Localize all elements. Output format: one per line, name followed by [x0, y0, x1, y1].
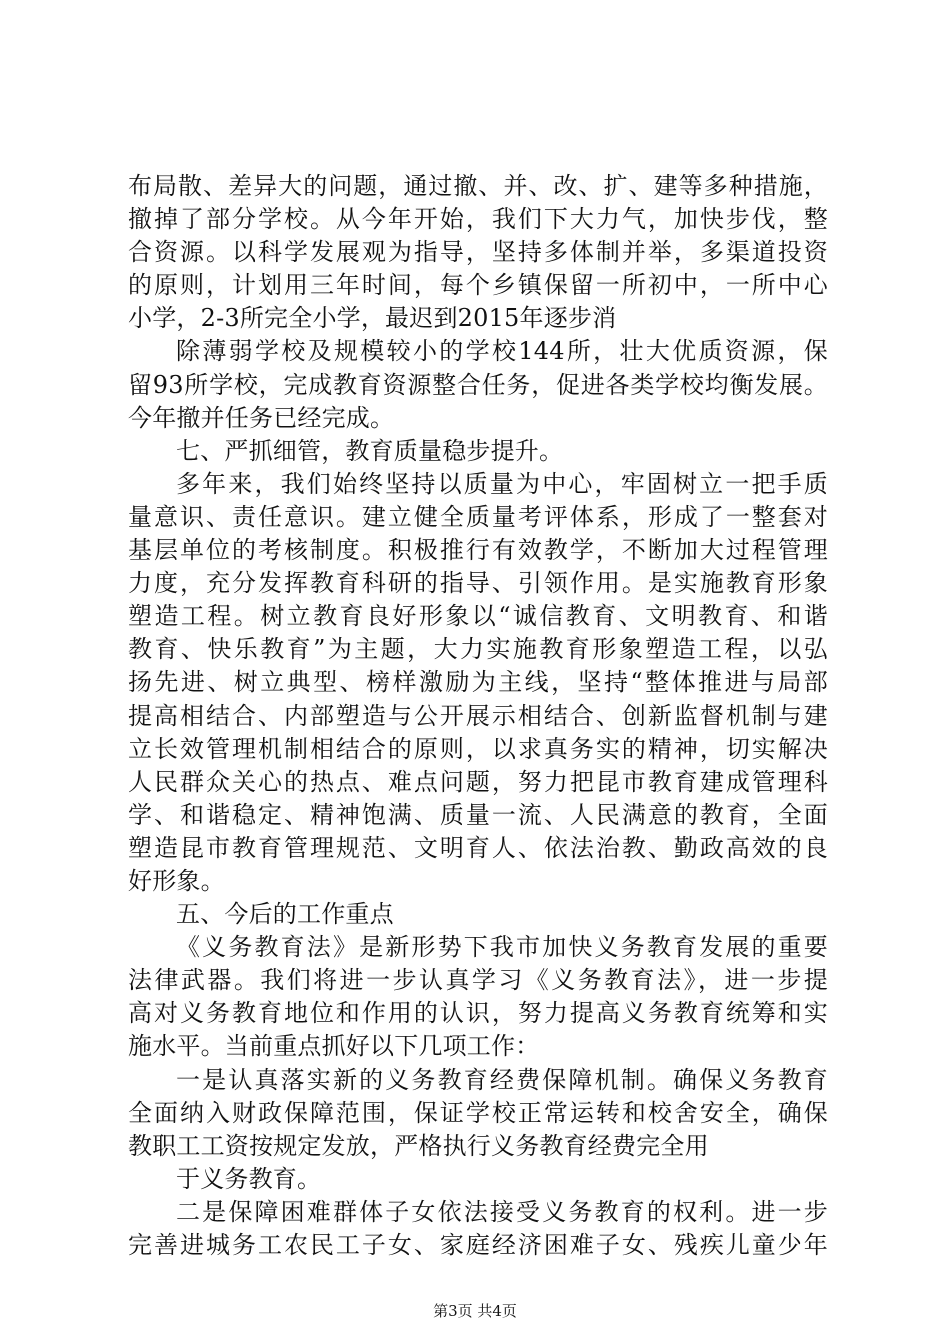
- text-line: 于义务教育。: [176, 1164, 322, 1193]
- text-line: 立长效管理机制相结合的原则，以求真务实的精神，切实解决: [128, 734, 828, 763]
- text-line: 撤掉了部分学校。从今年开始，我们下大力气，加快步伐，整: [128, 205, 828, 234]
- text-line: 一是认真落实新的义务教育经费保障机制。确保义务教育: [176, 1065, 828, 1094]
- text-line: 完善进城务工农民工子女、家庭经济困难子女、残疾儿童少年: [128, 1231, 828, 1259]
- text-line: 量意识、责任意识。建立健全质量考评体系，形成了一整套对: [128, 502, 828, 531]
- text-line: 教职工工资按规定发放，严格执行义务教育经费完全用: [128, 1131, 709, 1160]
- text-line: 提高相结合、内部塑造与公开展示相结合、创新监督机制与建: [128, 701, 828, 730]
- text-line: 《义务教育法》是新形势下我市加快义务教育发展的重要: [176, 933, 828, 962]
- text-line: 高对义务教育地位和作用的认识，努力提高义务教育统筹和实: [128, 999, 828, 1028]
- page-footer: 第3页 共4页: [433, 1302, 517, 1320]
- text-line: 塑造昆市教育管理规范、文明育人、依法治教、勤政高效的良: [128, 833, 828, 862]
- text-line: 合资源。以科学发展观为指导，坚持多体制并举，多渠道投资: [128, 238, 828, 267]
- text-line: 今年撤并任务已经完成。: [128, 403, 395, 432]
- text-line: 布局散、差异大的问题，通过撤、并、改、扩、建等多种措施，: [128, 172, 828, 200]
- text-line: 好形象。: [128, 866, 225, 895]
- text-line: 扬先进、树立典型、榜样激励为主线，坚持“整体推进与局部: [128, 668, 828, 697]
- text-line: 二是保障困难群体子女依法接受义务教育的权利。进一步: [176, 1197, 828, 1226]
- text-line: 力度，充分发挥教育科研的指导、引领作用。是实施教育形象: [128, 569, 828, 598]
- text-line: 塑造工程。树立教育良好形象以“诚信教育、文明教育、和谐: [128, 602, 828, 631]
- text-line: 多年来，我们始终坚持以质量为中心，牢固树立一把手质: [176, 469, 828, 498]
- text-line: 小学，2-3所完全小学，最迟到2015年逐步消: [128, 304, 617, 333]
- text-line: 全面纳入财政保障范围，保证学校正常运转和校舍安全，确保: [128, 1098, 828, 1127]
- text-line: 学、和谐稳定、精神饱满、质量一流、人民满意的教育，全面: [128, 800, 828, 829]
- text-line: 基层单位的考核制度。积极推行有效教学，不断加大过程管理: [128, 536, 828, 565]
- text-line: 法律武器。我们将进一步认真学习《义务教育法》，进一步提: [128, 966, 828, 995]
- text-line: 教育、快乐教育”为主题，大力实施教育形象塑造工程，以弘: [128, 635, 828, 664]
- text-line: 七、严抓细管，教育质量稳步提升。: [176, 436, 564, 465]
- text-line: 五、今后的工作重点: [176, 900, 394, 929]
- text-line: 施水平。当前重点抓好以下几项工作：: [128, 1032, 540, 1061]
- text-line: 除薄弱学校及规模较小的学校144所，壮大优质资源，保: [176, 337, 828, 366]
- text-line: 人民群众关心的热点、难点问题，努力把昆市教育建成管理科: [128, 767, 828, 796]
- document-body: [128, 170, 828, 1262]
- text-line: 留93所学校，完成教育资源整合任务，促进各类学校均衡发展。: [128, 370, 828, 399]
- text-line: 的原则，计划用三年时间，每个乡镇保留一所初中，一所中心: [128, 271, 828, 300]
